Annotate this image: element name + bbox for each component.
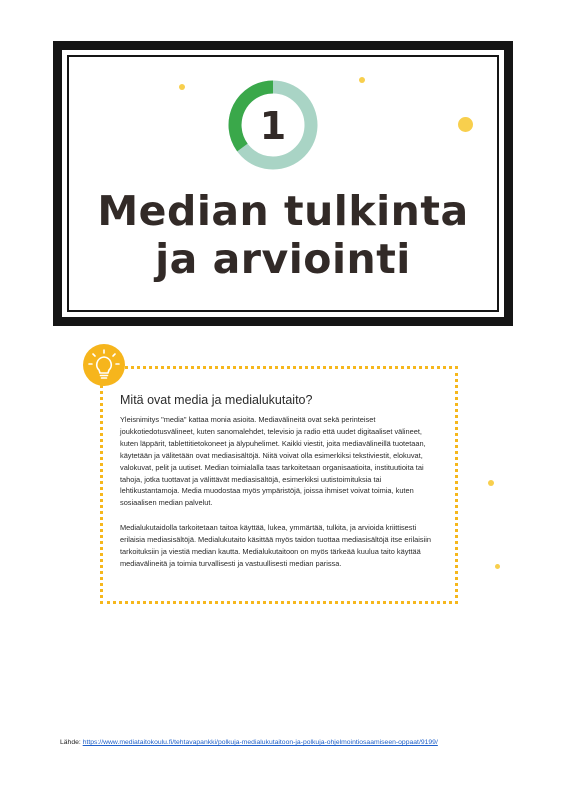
lightbulb-badge: [83, 344, 125, 386]
page-title-line-1: Median tulkinta: [97, 187, 469, 235]
info-heading: Mitä ovat media ja medialukutaito?: [120, 393, 313, 407]
source-label: Lähde:: [60, 739, 81, 746]
lightbulb-icon: [83, 344, 125, 386]
decorative-dot: [488, 480, 494, 486]
info-paragraph: Medialukutaidolla tarkoitetaan taitoa käyttää, lukea, ymmärtää, tulkita, ja arvioida kriittisesti erilaisia mediasisältöjä. Medialukutaito käsittää myös taidon tuottaa mediasisältöjä itse erilaisiin tarkoituksiin ja viestiä median kautta. Medialukutaitoon on myös tärkeää kuulua taito käyttää mediavälineitä ja toimia turvallisesti ja vastuullisesti median parissa.: [120, 523, 431, 568]
page-title-line-2: ja arviointi: [155, 235, 411, 283]
chapter-number-badge: [228, 80, 318, 170]
info-paragraph: Yleisnimitys "media" kattaa monia asioita. Mediavälineitä ovat sekä perinteiset joukkotiedotusvälineet, kuten sanomalehdet, televisio ja radio että uudet digitaaliset välineet, kuten läppärit, tablettitietokoneet ja älypuhelimet. Kaikki viestit, joita mediavälineillä tuotetaan, käytetään ja välitetään ovat mediasisältöjä. Niitä voivat olla esimerkiksi tekstiviestit, elokuvat, valokuvat, pelit ja uutiset. Median toimialalla taas tarkoitetaan organisaatioita, instituutioita tai tahoja, jotka tuottavat ja välittävät mediasisältöjä, esimerkiksi uutistoimituksia tai lehtikustantamoja. Media muodostaa myös ympäristöjä, joissa ihmiset voivat toimia, kuten sosiaalisen median palvelut.: [120, 415, 426, 508]
decorative-dot: [179, 84, 185, 90]
chapter-number: 1: [259, 104, 287, 148]
decorative-dot: [359, 77, 365, 83]
decorative-dot: [458, 117, 473, 132]
source-link[interactable]: https://www.mediataitokoulu.fi/tehtavapankki/polkuja-medialukutaitoon-ja-polkuja-ohjelmointiosaamiseen-oppaat/9199/: [82, 739, 438, 746]
source-line: [60, 739, 438, 746]
progress-ring-icon: [228, 80, 318, 170]
decorative-dot: [495, 564, 500, 569]
